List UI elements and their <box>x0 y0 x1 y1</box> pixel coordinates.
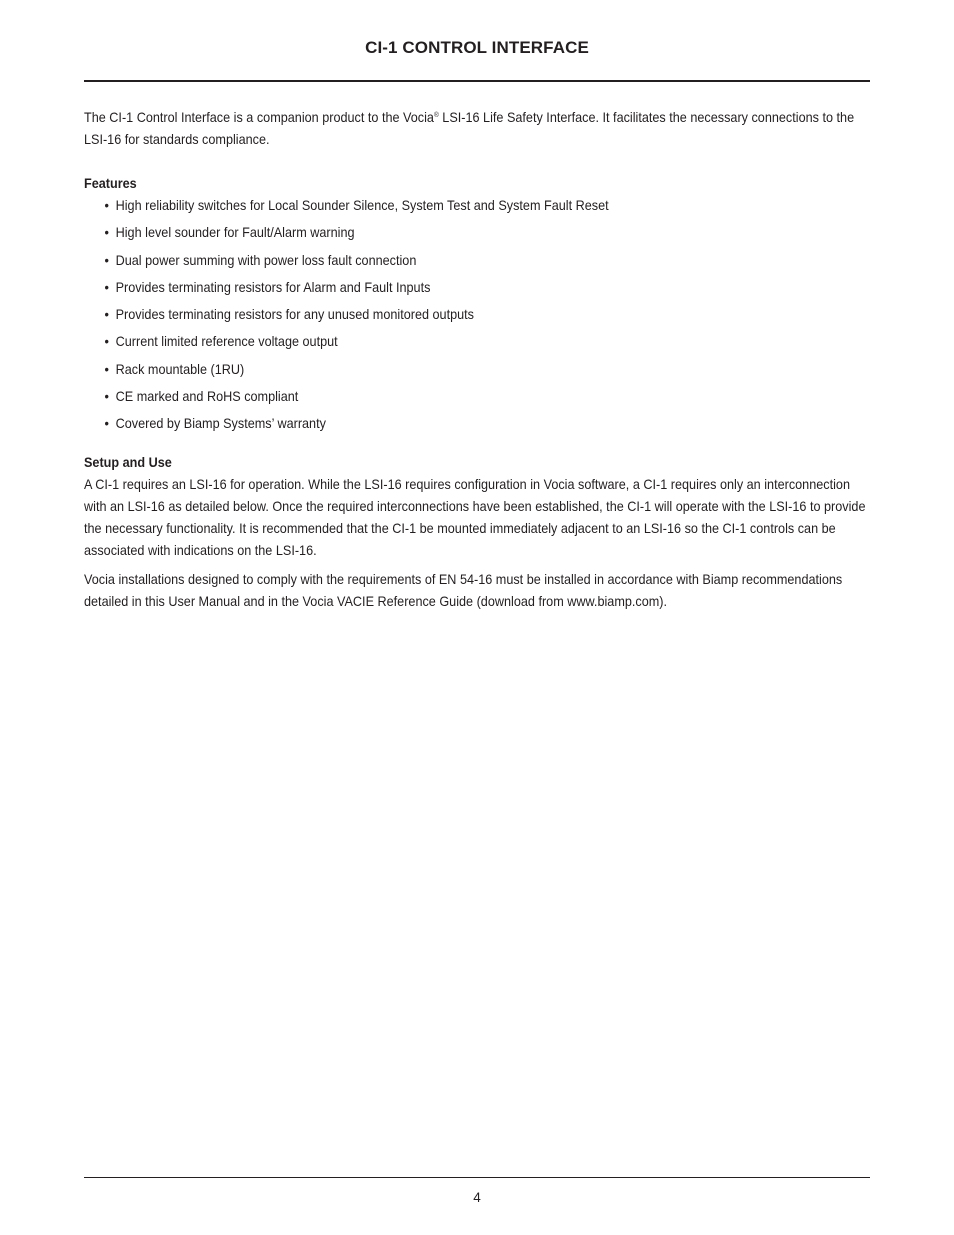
setup-heading: Setup and Use <box>84 455 172 471</box>
list-item-text: Provides terminating resistors for any unused monitored outputs <box>115 307 475 323</box>
list-item <box>104 195 869 217</box>
compliance-paragraph: Vocia installations designed to comply with the requirements of EN 54-16 must be installed in accordance with Biamp recommendations detailed in this User Manual and in the Vocia VACIE Reference Guide (download from www.biamp.com). <box>84 572 843 610</box>
features-heading: Features <box>84 176 137 191</box>
list-item <box>104 304 869 326</box>
list-item <box>104 277 869 299</box>
list-item-text: CE marked and RoHS compliant <box>115 389 299 405</box>
header-divider <box>84 80 870 82</box>
bullet-icon: • <box>104 361 109 377</box>
bullet-icon: • <box>104 252 109 268</box>
intro-text-end: LSI-16 Life Safety Interface. It facilitates the necessary connections to the LSI-16 for standards compliance. <box>84 110 855 147</box>
bullet-icon: • <box>104 307 109 323</box>
bullet-icon: • <box>104 416 109 432</box>
bullet-icon: • <box>104 334 109 350</box>
features-list <box>84 195 870 435</box>
list-item-text: Dual power summing with power loss fault connection <box>115 252 417 268</box>
registered-trademark: ® <box>433 112 439 119</box>
list-item <box>104 250 869 272</box>
list-item-text: Current limited reference voltage output <box>115 334 338 350</box>
setup-paragraph: A CI-1 requires an LSI-16 for operation. While the LSI-16 requires configuration in Vocia software, a CI-1 requires only an interconnection with an LSI-16 as detailed below. Once the required interconnections have been established, the CI-1 will operate with the LSI-16 to provide the necessary functionality. It is recommended that the CI-1 be mounted immediately adjacent to an LSI-16 so the CI-1 controls can be associated with indications on the LSI-16. <box>84 477 866 559</box>
page-title: CI-1 CONTROL INTERFACE <box>365 38 589 57</box>
list-item-text: High reliability switches for Local Sounder Silence, System Test and System Fault Reset <box>115 198 609 213</box>
list-item-text: Provides terminating resistors for Alarm and Fault Inputs <box>115 279 431 295</box>
list-item <box>104 386 869 408</box>
bullet-icon: • <box>104 389 109 405</box>
bullet-icon: • <box>104 225 109 241</box>
list-item <box>104 359 869 381</box>
footer-divider <box>84 1177 870 1178</box>
list-item-text: High level sounder for Fault/Alarm warning <box>115 225 355 241</box>
page-number: 4 <box>473 1190 481 1205</box>
intro-paragraph <box>84 107 870 151</box>
bullet-icon: • <box>104 198 109 213</box>
list-item <box>104 222 869 244</box>
list-item <box>104 413 869 435</box>
list-item <box>104 331 869 353</box>
bullet-icon: • <box>104 279 109 295</box>
list-item-text: Rack mountable (1RU) <box>115 361 245 377</box>
list-item-text: Covered by Biamp Systems’ warranty <box>115 416 326 432</box>
document-body <box>84 107 870 613</box>
intro-text-start: The CI-1 Control Interface is a companion product to the Vocia <box>84 110 434 125</box>
